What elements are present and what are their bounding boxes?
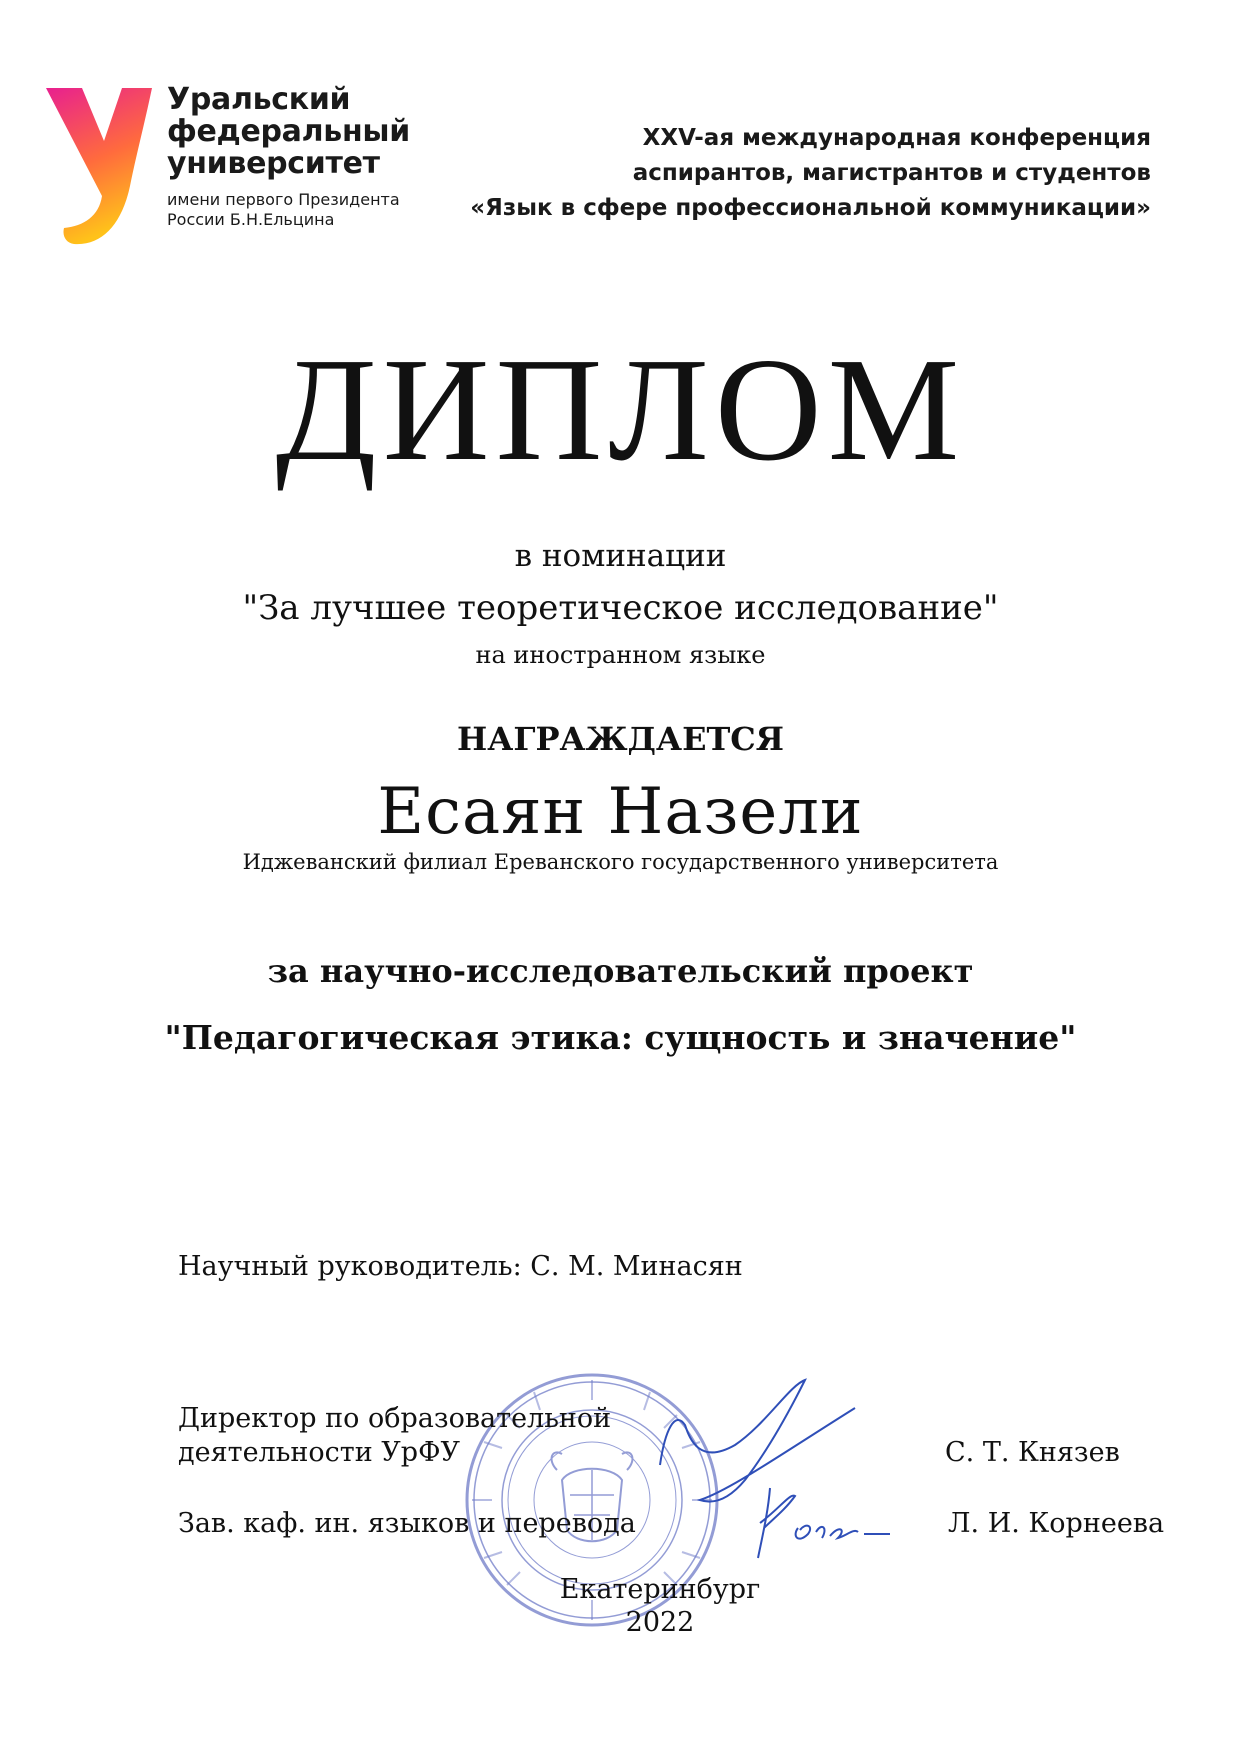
recipient-name: Есаян Назели (377, 775, 864, 849)
nomination-name: "За лучшее теоретическое исследование" (242, 588, 999, 628)
conference-line-2: аспирантов, магистрантов и студентов (632, 160, 1151, 186)
nomination-intro: в номинации (514, 538, 727, 574)
city: Екатеринбург (559, 1574, 761, 1605)
head-name: Л. И. Корнеева (948, 1508, 1165, 1539)
project-title: "Педагогическая этика: сущность и значение" (164, 1018, 1077, 1057)
director-title-line-2: деятельности УрФУ (178, 1437, 461, 1468)
conference-line-3: «Язык в сфере профессиональной коммуникации» (470, 195, 1151, 221)
university-name (167, 84, 410, 230)
supervisor-line: Научный руководитель: С. М. Минасян (178, 1251, 743, 1282)
year: 2022 (625, 1607, 695, 1638)
nomination-suffix: на иностранном языке (475, 641, 766, 669)
university-name-line-2: федеральный (167, 114, 410, 149)
urfu-logo-icon (44, 86, 154, 246)
head-signature (750, 1478, 900, 1568)
university-name-line-1: Уральский (167, 82, 351, 117)
project-intro: за научно-исследовательский проект (267, 952, 974, 990)
university-name-line-3: университет (167, 146, 380, 181)
recipient-affiliation: Иджеванский филиал Ереванского государственного университета (242, 850, 999, 874)
university-subtitle-line-2: России Б.Н.Ельцина (167, 210, 335, 229)
diploma-title: ДИПЛОМ (275, 328, 966, 492)
university-subtitle-line-1: имени первого Президента (167, 190, 400, 209)
director-name: С. Т. Князев (945, 1437, 1120, 1468)
director-title-line-1: Директор по образовательной (178, 1403, 612, 1434)
awarded-heading: НАГРАЖДАЕТСЯ (457, 720, 784, 758)
conference-line-1: XXV-ая международная конференция (642, 125, 1151, 151)
head-title: Зав. каф. ин. языков и перевода (178, 1508, 636, 1539)
conference-heading (470, 121, 1151, 226)
